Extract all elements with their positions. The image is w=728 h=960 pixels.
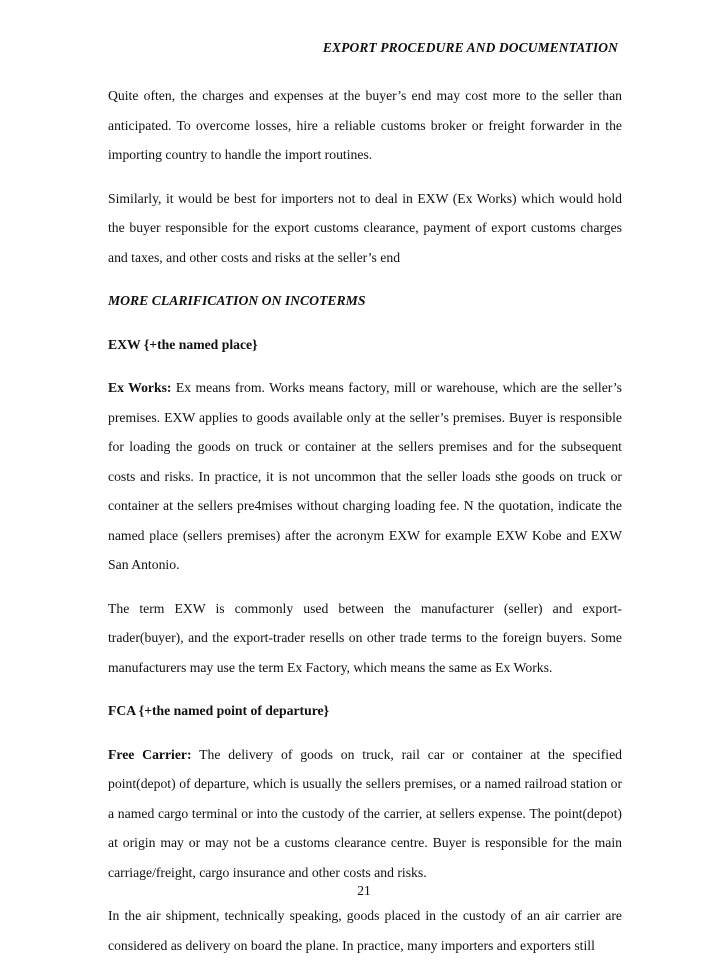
lead-term-free-carrier: Free Carrier: — [108, 746, 192, 762]
paragraph-exw-usage: The term EXW is commonly used between the manufacturer (seller) and export-trader(buyer), and the export-trader resells on other trade terms to the foreign buyers. Some manufacturers may use the term Ex Factory, which means the same as Ex Works. — [108, 600, 622, 675]
ex-works-body: Ex means from. Works means factory, mill or warehouse, which are the seller’s premises. EXW applies to goods available only at the seller’s premises. Buyer is responsible for loading the goods on truck or container at the sellers premises and for the subsequent costs and risks. In practice, it is not uncommon that the seller loads sthe goods on truck or container at the sellers pre4mises without charging loading fee. N the quotation, indicate the named place (sellers premises) after the acronym EXW for example EXW Kobe and EXW San Antonio. — [108, 380, 622, 572]
paragraph-air-shipment: In the air shipment, technically speaking, goods placed in the custody of an air carrier are considered as delivery on board the plane. In practice, many importers and exporters still — [108, 908, 622, 953]
paragraph-free-carrier-definition — [108, 740, 622, 888]
heading-fca: FCA {+the named point of departure} — [108, 703, 329, 718]
lead-term-ex-works: Ex Works: — [108, 380, 172, 395]
paragraph-ex-works-definition — [108, 373, 622, 580]
paragraph-exw-advice: Similarly, it would be best for importers not to deal in EXW (Ex Works) which would hold the buyer responsible for the export customs clearance, payment of export customs charges and taxes, and other costs and risks at the seller’s end — [108, 190, 622, 265]
free-carrier-body: The delivery of goods on truck, rail car or container at the specified point(depot) of departure, which is usually the sellers premises, or a named railroad station or a named cargo terminal or into the custody of the carrier, at sellers expense. The point(depot) at origin may or may not be a customs clearance centre. Buyer is responsible for the main carriage/freight, cargo insurance and other costs and risks. — [108, 746, 622, 880]
page-number: 21 — [357, 883, 371, 898]
running-header: EXPORT PROCEDURE AND DOCUMENTATION — [322, 40, 618, 55]
heading-exw: EXW {+the named place} — [108, 336, 258, 352]
section-heading-incoterms: MORE CLARIFICATION ON INCOTERMS — [108, 293, 366, 308]
page-body — [108, 81, 622, 960]
paragraph-buyer-charges: Quite often, the charges and expenses at the buyer’s end may cost more to the seller than anticipated. To overcome losses, hire a reliable customs broker or freight forwarder in the importing country to handle the import routines. — [108, 88, 622, 162]
